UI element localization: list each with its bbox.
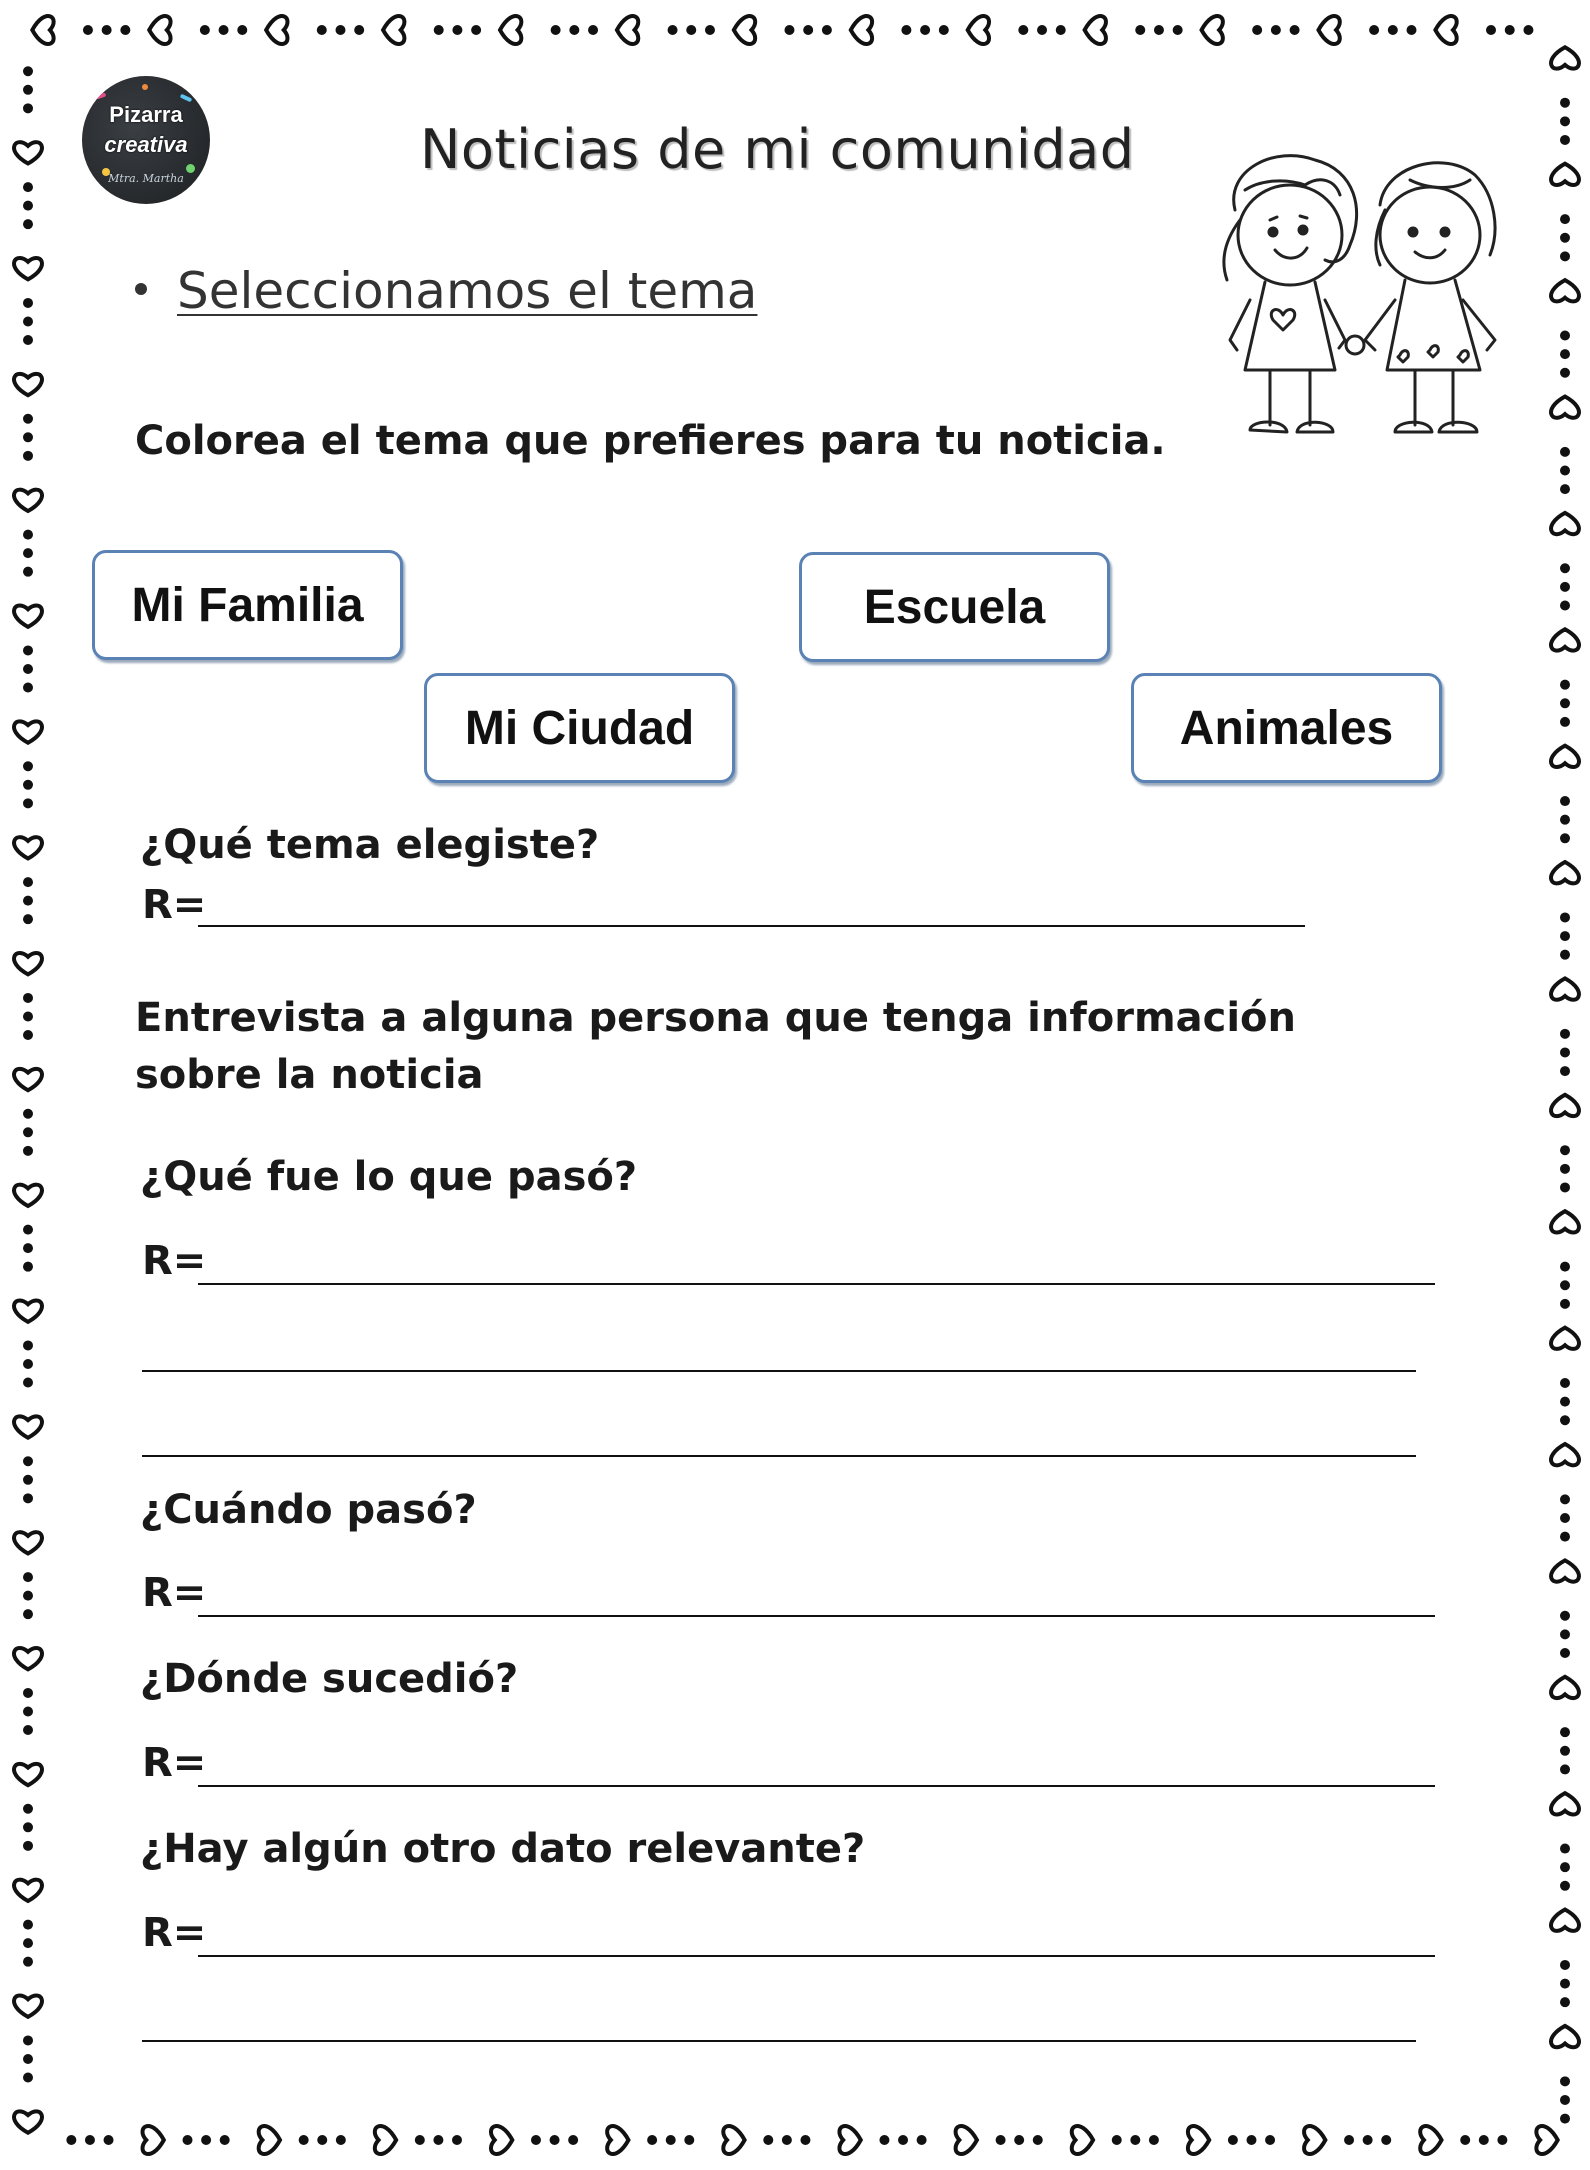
border-dot-87 [1560, 1066, 1570, 1076]
border-dot-194 [23, 1591, 33, 1601]
border-dot-98 [1560, 1397, 1570, 1407]
border-heart-60 [1551, 280, 1579, 301]
border-heart-236 [14, 374, 42, 395]
border-heart-120 [1551, 2026, 1579, 2047]
question-que-paso: ¿Qué fue lo que pasó? [140, 1154, 638, 1200]
border-dot-51 [1523, 25, 1533, 35]
border-heart-80 [1551, 862, 1579, 883]
border-dot-242 [23, 201, 33, 211]
border-dot-123 [1560, 2114, 1570, 2124]
border-heart-0 [32, 16, 53, 44]
border-heart-124 [1536, 2126, 1557, 2154]
border-dot-155 [647, 2135, 657, 2145]
border-dot-83 [1560, 950, 1570, 960]
answer-line-otro-dato-1[interactable] [198, 1955, 1435, 1957]
answer-line-que-paso-3[interactable] [142, 1455, 1416, 1457]
border-heart-240 [14, 258, 42, 279]
border-dot-199 [23, 1456, 33, 1466]
border-dot-209 [23, 1146, 33, 1156]
border-dot-143 [996, 2135, 1006, 2145]
border-heart-12 [383, 16, 404, 44]
border-dot-202 [23, 1359, 33, 1369]
border-dot-110 [1560, 1746, 1570, 1756]
answer-line-tema[interactable] [198, 925, 1305, 927]
border-heart-200 [14, 1416, 42, 1437]
border-dot-106 [1560, 1629, 1570, 1639]
border-dot-205 [23, 1262, 33, 1272]
border-dot-2 [102, 25, 112, 35]
border-heart-56 [1551, 164, 1579, 185]
topic-box-escuela[interactable]: Escuela [799, 552, 1110, 662]
border-heart-220 [14, 837, 42, 858]
border-dot-13 [434, 25, 444, 35]
border-dot-90 [1560, 1164, 1570, 1174]
pizarra-creativa-logo [82, 76, 210, 204]
border-heart-36 [1085, 16, 1106, 44]
border-dot-223 [23, 761, 33, 771]
border-dot-113 [1560, 1844, 1570, 1854]
border-heart-228 [14, 606, 42, 627]
border-dot-57 [1560, 214, 1570, 224]
border-dot-25 [784, 25, 794, 35]
border-dot-158 [550, 2135, 560, 2145]
border-dot-191 [23, 1688, 33, 1698]
border-heart-244 [14, 142, 42, 163]
border-heart-76 [1551, 746, 1579, 767]
border-dot-206 [23, 1243, 33, 1253]
border-heart-116 [1551, 1910, 1579, 1931]
border-dot-134 [1246, 2135, 1256, 2145]
border-dot-217 [23, 914, 33, 924]
question-otro-dato: ¿Hay algún otro dato relevante? [140, 1826, 866, 1872]
border-dot-170 [201, 2135, 211, 2145]
border-heart-144 [956, 2126, 977, 2154]
border-dot-97 [1560, 1378, 1570, 1388]
border-dot-246 [23, 85, 33, 95]
border-dot-173 [104, 2135, 114, 2145]
answer-line-donde[interactable] [198, 1785, 1435, 1787]
border-dot-55 [1560, 135, 1570, 145]
border-dot-182 [23, 1938, 33, 1948]
border-dot-238 [23, 316, 33, 326]
border-heart-20 [617, 16, 638, 44]
border-dot-23 [705, 25, 715, 35]
border-dot-47 [1407, 25, 1417, 35]
answer-line-cuando[interactable] [198, 1615, 1435, 1617]
border-dot-19 [588, 25, 598, 35]
question-tema: ¿Qué tema elegiste? [140, 822, 600, 868]
border-dot-78 [1560, 815, 1570, 825]
bullet-point [135, 283, 147, 295]
border-dot-6 [219, 25, 229, 35]
border-dot-139 [1112, 2135, 1122, 2145]
border-dot-214 [23, 1011, 33, 1021]
border-dot-153 [684, 2135, 694, 2145]
border-dot-85 [1560, 1029, 1570, 1039]
border-dot-198 [23, 1475, 33, 1485]
border-dot-145 [917, 2135, 927, 2145]
border-heart-48 [1435, 16, 1456, 44]
border-dot-183 [23, 1920, 33, 1930]
border-dot-33 [1018, 25, 1028, 35]
border-dot-161 [452, 2135, 462, 2145]
border-dot-10 [335, 25, 345, 35]
border-dot-137 [1149, 2135, 1159, 2145]
border-dot-43 [1290, 25, 1300, 35]
border-dot-225 [23, 683, 33, 693]
border-dot-149 [800, 2135, 810, 2145]
border-dot-227 [23, 645, 33, 655]
border-dot-73 [1560, 680, 1570, 690]
border-heart-104 [1551, 1560, 1579, 1581]
border-dot-46 [1388, 25, 1398, 35]
border-dot-3 [120, 25, 130, 35]
border-dot-11 [354, 25, 364, 35]
border-heart-168 [259, 2126, 280, 2154]
border-dot-185 [23, 1841, 33, 1851]
border-dot-62 [1560, 349, 1570, 359]
border-dot-229 [23, 567, 33, 577]
border-heart-64 [1551, 396, 1579, 417]
border-dot-163 [415, 2135, 425, 2145]
border-dot-247 [23, 66, 33, 76]
border-dot-190 [23, 1706, 33, 1716]
border-dot-67 [1560, 484, 1570, 494]
border-dot-111 [1560, 1764, 1570, 1774]
topic-box-animales[interactable]: Animales [1131, 673, 1442, 783]
border-dot-186 [23, 1822, 33, 1832]
section-heading: Seleccionamos el tema [177, 262, 758, 320]
border-dot-7 [237, 25, 247, 35]
border-heart-4 [149, 16, 170, 44]
border-dot-1 [83, 25, 93, 35]
border-heart-136 [1188, 2126, 1209, 2154]
border-dot-118 [1560, 1979, 1570, 1989]
border-dot-219 [23, 877, 33, 887]
border-dot-210 [23, 1127, 33, 1137]
answer-label: R= [142, 1740, 207, 1786]
border-dot-203 [23, 1340, 33, 1350]
border-dot-215 [23, 993, 33, 1003]
border-heart-72 [1551, 629, 1579, 650]
border-dot-15 [471, 25, 481, 35]
border-heart-164 [375, 2126, 396, 2154]
border-heart-32 [968, 16, 989, 44]
border-dot-49 [1486, 25, 1496, 35]
border-dot-14 [452, 25, 462, 35]
border-heart-68 [1551, 513, 1579, 534]
border-dot-86 [1560, 1047, 1570, 1057]
border-dot-187 [23, 1804, 33, 1814]
border-dot-26 [803, 25, 813, 35]
border-dot-157 [568, 2135, 578, 2145]
border-heart-156 [607, 2126, 628, 2154]
border-dot-197 [23, 1493, 33, 1503]
interview-instruction-line1: Entrevista a alguna persona que tenga información [135, 995, 1296, 1041]
border-heart-44 [1318, 16, 1339, 44]
border-heart-192 [14, 1648, 42, 1669]
border-dot-89 [1560, 1145, 1570, 1155]
answer-line-otro-dato-2[interactable] [142, 2040, 1416, 2042]
border-dot-233 [23, 451, 33, 461]
border-dot-135 [1228, 2135, 1238, 2145]
border-dot-127 [1460, 2135, 1470, 2145]
logo-text-pizarra: Pizarra [109, 102, 183, 127]
border-dot-121 [1560, 2076, 1570, 2086]
answer-line-que-paso-1[interactable] [198, 1283, 1435, 1285]
border-dot-174 [85, 2135, 95, 2145]
border-dot-29 [901, 25, 911, 35]
answer-label: R= [142, 1910, 207, 1956]
border-dot-131 [1344, 2135, 1354, 2145]
border-dot-35 [1056, 25, 1066, 35]
instruction-text: Colorea el tema que prefieres para tu noticia. [135, 418, 1166, 464]
border-dot-74 [1560, 698, 1570, 708]
border-dot-222 [23, 780, 33, 790]
border-heart-8 [266, 16, 287, 44]
border-dot-105 [1560, 1611, 1570, 1621]
border-heart-132 [1304, 2126, 1325, 2154]
border-dot-66 [1560, 466, 1570, 476]
border-dot-133 [1265, 2135, 1275, 2145]
logo-text-author: Mtra. Martha [108, 172, 184, 185]
border-heart-232 [14, 490, 42, 511]
border-heart-184 [14, 1880, 42, 1901]
border-dot-21 [668, 25, 678, 35]
border-heart-188 [14, 1764, 42, 1785]
border-dot-237 [23, 335, 33, 345]
border-heart-172 [143, 2126, 164, 2154]
border-dot-31 [939, 25, 949, 35]
border-dot-114 [1560, 1862, 1570, 1872]
border-dot-201 [23, 1378, 33, 1388]
interview-instruction-line2: sobre la noticia [135, 1052, 484, 1098]
border-dot-82 [1560, 931, 1570, 941]
border-dot-235 [23, 414, 33, 424]
border-dot-58 [1560, 233, 1570, 243]
border-dot-171 [183, 2135, 193, 2145]
border-dot-141 [1033, 2135, 1043, 2145]
border-dot-59 [1560, 251, 1570, 261]
logo-text-creativa: creativa [104, 132, 188, 157]
border-dot-103 [1560, 1532, 1570, 1542]
border-dot-245 [23, 103, 33, 113]
border-heart-216 [14, 953, 42, 974]
border-dot-102 [1560, 1513, 1570, 1523]
border-dot-22 [686, 25, 696, 35]
border-dot-69 [1560, 563, 1570, 573]
border-dot-126 [1479, 2135, 1489, 2145]
border-dot-53 [1560, 98, 1570, 108]
border-heart-84 [1551, 978, 1579, 999]
border-dot-93 [1560, 1262, 1570, 1272]
border-dot-146 [898, 2135, 908, 2145]
border-dot-95 [1560, 1299, 1570, 1309]
border-dot-71 [1560, 601, 1570, 611]
border-dot-226 [23, 664, 33, 674]
border-dot-213 [23, 1030, 33, 1040]
border-dot-211 [23, 1109, 33, 1119]
border-dot-230 [23, 548, 33, 558]
border-heart-52 [1551, 47, 1579, 68]
border-dot-218 [23, 896, 33, 906]
border-heart-108 [1551, 1677, 1579, 1698]
question-donde: ¿Dónde sucedió? [140, 1656, 519, 1702]
border-heart-180 [14, 1996, 42, 2017]
border-dot-119 [1560, 1997, 1570, 2007]
border-heart-88 [1551, 1095, 1579, 1116]
border-dot-122 [1560, 2095, 1570, 2105]
border-dot-37 [1135, 25, 1145, 35]
border-dot-45 [1369, 25, 1379, 35]
border-dot-30 [920, 25, 930, 35]
border-dot-159 [531, 2135, 541, 2145]
border-heart-112 [1551, 1793, 1579, 1814]
border-dot-17 [551, 25, 561, 35]
border-heart-28 [851, 16, 872, 44]
border-dot-167 [299, 2135, 309, 2145]
border-dot-109 [1560, 1727, 1570, 1737]
border-heart-176 [14, 2111, 42, 2132]
border-heart-16 [500, 16, 521, 44]
border-dot-234 [23, 432, 33, 442]
border-heart-152 [723, 2126, 744, 2154]
border-dot-34 [1037, 25, 1047, 35]
border-dot-142 [1014, 2135, 1024, 2145]
border-dot-41 [1252, 25, 1262, 35]
border-dot-70 [1560, 582, 1570, 592]
question-cuando: ¿Cuándo pasó? [140, 1487, 477, 1533]
answer-label: R= [142, 1238, 207, 1284]
border-dot-81 [1560, 912, 1570, 922]
border-dot-241 [23, 219, 33, 229]
border-dot-239 [23, 298, 33, 308]
answer-label: R= [142, 1570, 207, 1616]
border-heart-40 [1202, 16, 1223, 44]
border-dot-63 [1560, 368, 1570, 378]
border-heart-100 [1551, 1444, 1579, 1465]
border-dot-79 [1560, 833, 1570, 843]
border-dot-107 [1560, 1648, 1570, 1658]
border-dot-231 [23, 530, 33, 540]
topic-box-mi-familia[interactable]: Mi Familia [92, 550, 403, 660]
border-dot-178 [23, 2054, 33, 2064]
border-dot-165 [336, 2135, 346, 2145]
border-heart-212 [14, 1069, 42, 1090]
answer-label: R= [142, 882, 207, 928]
border-dot-9 [317, 25, 327, 35]
border-heart-128 [1420, 2126, 1441, 2154]
border-heart-196 [14, 1532, 42, 1553]
border-dot-38 [1154, 25, 1164, 35]
border-dot-61 [1560, 330, 1570, 340]
border-heart-224 [14, 721, 42, 742]
border-dot-115 [1560, 1881, 1570, 1891]
border-dot-166 [317, 2135, 327, 2145]
border-dot-117 [1560, 1960, 1570, 1970]
border-dot-99 [1560, 1415, 1570, 1425]
border-dot-150 [782, 2135, 792, 2145]
border-heart-140 [1072, 2126, 1093, 2154]
border-dot-243 [23, 182, 33, 192]
border-dot-75 [1560, 717, 1570, 727]
border-dot-27 [822, 25, 832, 35]
border-dot-181 [23, 1957, 33, 1967]
border-dot-177 [23, 2073, 33, 2083]
border-dot-195 [23, 1572, 33, 1582]
border-dot-5 [200, 25, 210, 35]
border-dot-42 [1271, 25, 1281, 35]
border-dot-138 [1130, 2135, 1140, 2145]
border-dot-129 [1381, 2135, 1391, 2145]
border-dot-151 [763, 2135, 773, 2145]
border-heart-148 [839, 2126, 860, 2154]
border-dot-221 [23, 798, 33, 808]
border-dot-162 [433, 2135, 443, 2145]
border-dot-50 [1505, 25, 1515, 35]
answer-line-que-paso-2[interactable] [142, 1370, 1416, 1372]
border-dot-154 [666, 2135, 676, 2145]
border-dot-91 [1560, 1182, 1570, 1192]
border-dot-175 [66, 2135, 76, 2145]
topic-box-mi-ciudad[interactable]: Mi Ciudad [424, 673, 735, 783]
border-dot-39 [1173, 25, 1183, 35]
children-illustration [1215, 150, 1515, 460]
border-heart-208 [14, 1185, 42, 1206]
border-dot-94 [1560, 1280, 1570, 1290]
border-dot-130 [1363, 2135, 1373, 2145]
border-dot-18 [569, 25, 579, 35]
border-dot-189 [23, 1725, 33, 1735]
border-dot-169 [220, 2135, 230, 2145]
border-dot-65 [1560, 447, 1570, 457]
border-heart-92 [1551, 1211, 1579, 1232]
page-title: Noticias de mi comunidad [420, 118, 1135, 181]
border-heart-24 [734, 16, 755, 44]
border-dot-147 [879, 2135, 889, 2145]
border-heart-160 [491, 2126, 512, 2154]
border-dot-207 [23, 1225, 33, 1235]
border-heart-96 [1551, 1328, 1579, 1349]
border-dot-125 [1497, 2135, 1507, 2145]
border-dot-54 [1560, 116, 1570, 126]
border-dot-193 [23, 1609, 33, 1619]
border-dot-77 [1560, 796, 1570, 806]
border-heart-204 [14, 1301, 42, 1322]
border-dot-179 [23, 2035, 33, 2045]
border-dot-101 [1560, 1494, 1570, 1504]
